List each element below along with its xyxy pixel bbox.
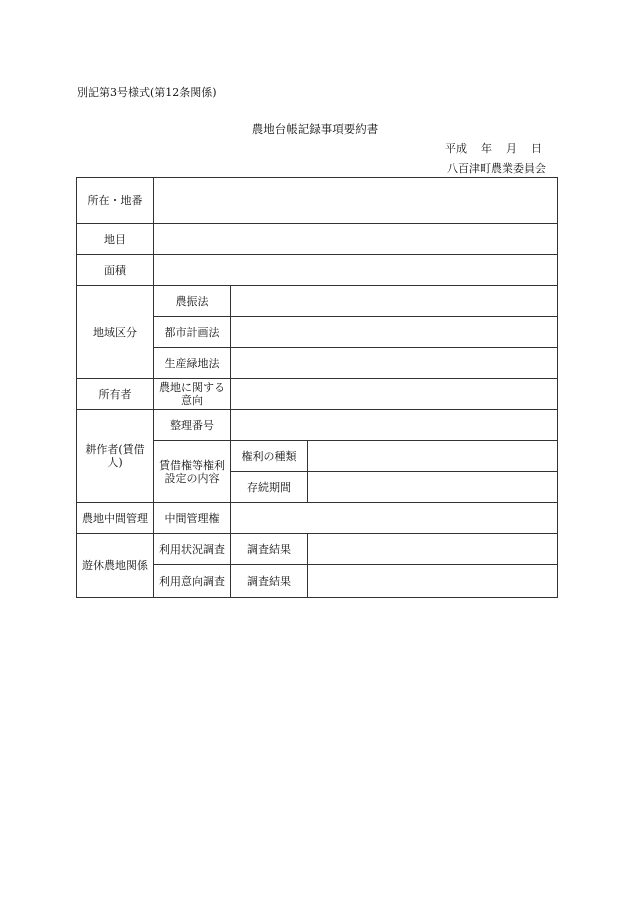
zoning-label: 地域区分 [77,286,154,379]
zoning-city-label: 都市計画法 [154,317,231,348]
duration-value[interactable] [308,472,558,503]
intermediary-right-label: 中間管理権 [154,503,231,534]
zoning-green-value[interactable] [231,348,558,379]
location-label: 所在・地番 [77,178,154,224]
row-tenant-ref [77,410,558,441]
zoning-agri-label: 農振法 [154,286,231,317]
zoning-green-label: 生産緑地法 [154,348,231,379]
owner-intent-label: 農地に関する意向 [154,379,231,410]
land-category-value[interactable] [154,224,558,255]
date-month: 月 [506,142,517,155]
document-title: 農地台帳記録事項要約書 [251,122,379,136]
owner-intent-value[interactable] [231,379,558,410]
usage-result-value[interactable] [308,534,558,565]
form-reference: 別記第3号様式(第12条関係) [77,86,217,99]
intent-result-label: 調査結果 [231,565,308,598]
date-era: 平成 [445,142,467,155]
usage-survey-label: 利用状況調査 [154,534,231,565]
tenant-ref-value[interactable] [231,410,558,441]
idle-label: 遊休農地関係 [77,534,154,598]
tenant-ref-label: 整理番号 [154,410,231,441]
area-value[interactable] [154,255,558,286]
committee-name: 八百津町農業委員会 [447,162,546,175]
right-type-label: 権利の種類 [231,441,308,472]
row-area [77,255,558,286]
row-location [77,178,558,224]
row-owner [77,379,558,410]
row-intermediary [77,503,558,534]
intermediary-right-value[interactable] [231,503,558,534]
date-line [445,142,542,156]
land-category-label: 地目 [77,224,154,255]
lease-content-label: 賃借権等権利設定の内容 [154,441,231,503]
intent-survey-label: 利用意向調査 [154,565,231,598]
row-idle-usage [77,534,558,565]
date-year: 年 [481,142,492,155]
location-value[interactable] [154,178,558,224]
duration-label: 存続期間 [231,472,308,503]
row-land-category [77,224,558,255]
right-type-value[interactable] [308,441,558,472]
tenant-label: 耕作者(賃借人) [77,410,154,503]
owner-label: 所有者 [77,379,154,410]
summary-table [76,177,558,598]
area-label: 面積 [77,255,154,286]
row-zoning-agri [77,286,558,317]
date-day: 日 [531,142,542,155]
intermediary-label: 農地中間管理 [77,503,154,534]
zoning-city-value[interactable] [231,317,558,348]
usage-result-label: 調査結果 [231,534,308,565]
zoning-agri-value[interactable] [231,286,558,317]
intent-result-value[interactable] [308,565,558,598]
